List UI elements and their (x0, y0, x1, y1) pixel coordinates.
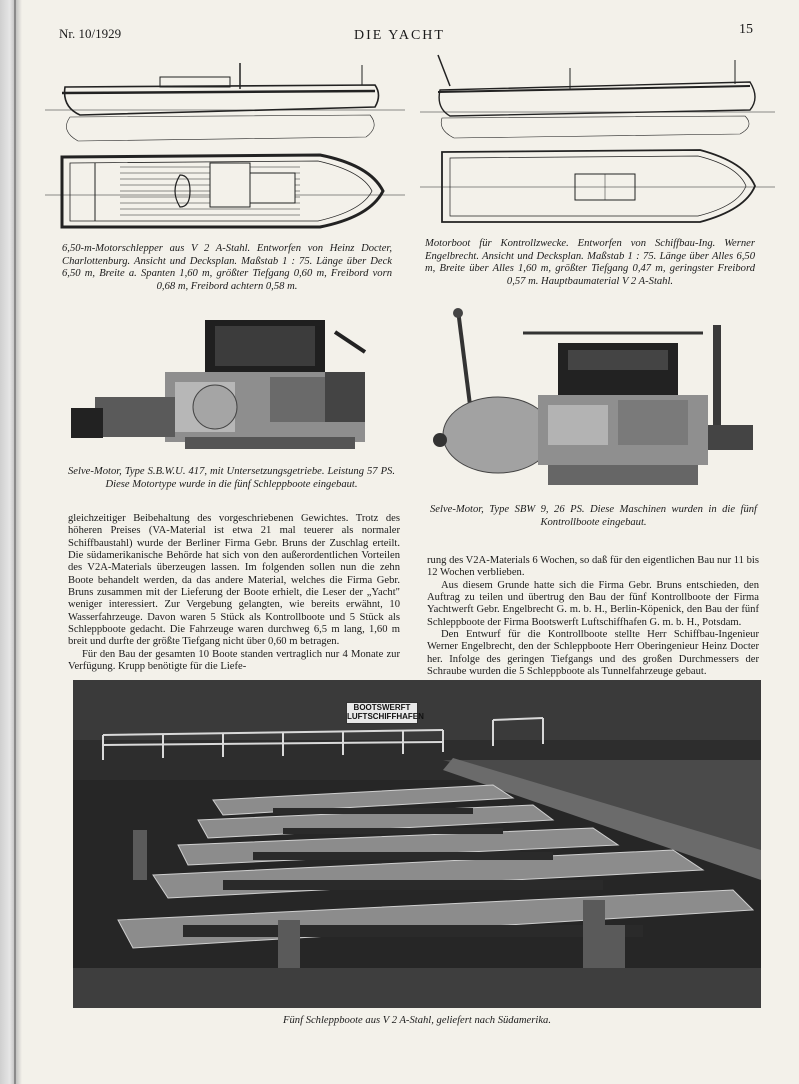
body-paragraph: Für den Bau der gesamten 10 Boote standen vertraglich nur 4 Monate zur Verfügung. Krupp benötigte für die Liefe- (68, 648, 400, 673)
selve-engine-sbwu417-photo (65, 312, 395, 467)
selve-sbw9-caption: Selve-Motor, Type SBW 9, 26 PS. Diese Maschinen wurden in die fünf Kontrollboote eingebaut. (430, 504, 757, 528)
kontrollboot-plan-drawing (420, 50, 775, 235)
magazine-title: DIE YACHT (354, 28, 445, 43)
motorschlepper-plan-drawing (40, 55, 410, 240)
harbor-photo-caption: Fünf Schleppboote aus V 2 A-Stahl, geliefert nach Südamerika. (283, 1015, 551, 1026)
body-text-left-column (68, 513, 400, 673)
selve-engine-sbw9-photo (428, 305, 758, 505)
sign-line-2: LUFTSCHIFFHAFEN (347, 712, 424, 721)
bootswerft-sign (346, 702, 424, 724)
body-paragraph: Den Entwurf für die Kontrollboote stellte Herr Schiffbau-Ingenieur Werner Engelbrecht, den der Schleppboote Herr Oberingenieur Heinz Docter her. Infolge des geringen Tiefgangs und des großen Durchmessers der Schraube wurden die 5 Schleppboote als Tunnelfahrzeuge gebaut. (427, 629, 759, 678)
body-paragraph: rung des V2A-Materials 6 Wochen, so daß für den eigentlichen Bau nur 11 bis 12 Wochen verblieben. (427, 555, 759, 579)
issue-number: Nr. 10/1929 (59, 26, 122, 41)
body-paragraph: gleichzeitiger Beibehaltung des vorgeschriebenen Gewichtes. Trotz des höheren Preises (VA-Material ist etwa 21 mal teuerer als normaler Schiffbaustahl) wurde der Berliner Firma Gebr. Bruns der Zuschlag erteilt. Die südamerikanische Behörde hat sich von den außerordentlichen Vorteilen des V2A-Materials überzeugen lassen. Im folgenden sollen nun die zehn Boote behandelt werden, da das andere Material, welches die Firma Gebr. Bruns zusammen mit der Lieferung der Boote erhielt, die Leser der „Yacht" weniger interessiert. Zur Vergebung gelangten, wie bereits erwähnt, 10 Wasserfahrzeuge. Davon waren 5 Stück als Kontrollboote und 5 Stück als Schleppboote gedacht. Die Fahrzeuge waren durchweg 6,5 m lang, 1,60 m breit und durfte der größte Tiefgang nicht über 0,60 m betragen. (68, 513, 400, 648)
kontrollboot-plan-caption: Motorboot für Kontrollzwecke. Entworfen von Schiffbau-Ing. Werner Engelbrecht. Ansicht und Decksplan. Maßstab 1 : 75. Länge über Alles 6,50 m, Breite über Alles 1,60 m, größter Tiefgang 0,47 m, geringster Freibord 0,57 m. Hauptbaumaterial V 2 A-Stahl. (425, 238, 755, 287)
sign-line-1: BOOTSWERFT (353, 703, 411, 712)
motorschlepper-plan-caption: 6,50-m-Motorschlepper aus V 2 A-Stahl. Entworfen von Heinz Docter, Charlottenburg. Ansicht und Decksplan. Maßstab 1 : 75. Länge über Deck 6,50 m, Breite a. Spanten 1,60 m, größter Tiefgang 0,60 m, Freibord vorn 0,68 m, Freibord achtern 0,58 m. (62, 243, 392, 292)
body-paragraph: Aus diesem Grunde hatte sich die Firma Gebr. Bruns entschieden, den Auftrag zu teilen und übertrug den Bau der fünf Kontrollboote der Firma Yachtwerft Gebr. Engelbrecht G. m. b. H., Berlin-Köpenick, den Bau der fünf Schleppboote der Firma Bootswerft Luftschiffhafen G. m. b. H., Potsdam. (427, 579, 759, 628)
page-number: 15 (739, 22, 753, 37)
harbor-photo-image (73, 680, 761, 1008)
page-binding-edge (0, 0, 22, 1084)
selve-sbwu417-caption: Selve-Motor, Type S.B.W.U. 417, mit Untersetzungsgetriebe. Leistung 57 PS. Diese Motortype wurde in die fünf Schleppboote eingebaut. (68, 466, 395, 490)
schleppboote-harbor-photo (73, 680, 761, 1008)
body-text-right-column (427, 555, 759, 678)
